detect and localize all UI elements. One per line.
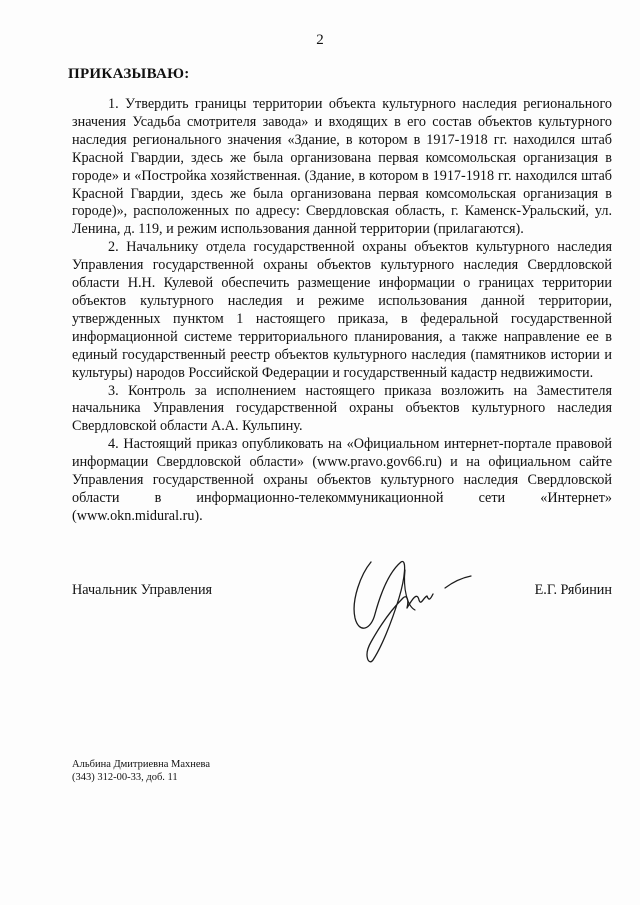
order-paragraph-3: 3. Контроль за исполнением настоящего приказа возложить на Заместителя начальника Управления государственной охраны объектов культурного наследия Свердловской области А.А. Кульпину. xyxy=(72,382,612,435)
order-paragraph-4: 4. Настоящий приказ опубликовать на «Официальном интернет-портале правовой информации Свердловской области» (www.pravo.gov66.ru) и на официальном сайте Управления государственной охраны объектов культурного наследия Свердловской области в информационно-телекоммуникационной сети «Интернет» (www.okn.midural.ru). xyxy=(72,436,612,524)
page-number: 2 xyxy=(316,32,324,48)
order-body xyxy=(72,96,612,526)
order-paragraph-2: 2. Начальнику отдела государственной охраны объектов культурного наследия Управления государственной охраны объектов культурного наследия Свердловской области Н.Н. Кулевой обеспечить размещение информации о границах территории объектов культурного наследия и режиме использования данной территории, утвержденных пунктом 1 настоящего приказа, в федеральной государственной информационной системе территориального планирования, а также направление ее в единый государственный реестр объектов культурного наследия (памятников истории и культуры) народов Российской Федерации и государственный кадастр недвижимости. xyxy=(72,239,612,381)
executor-phone: (343) 312-00-33, доб. 11 xyxy=(72,772,178,783)
executor-info xyxy=(72,758,210,784)
signer-position: Начальник Управления xyxy=(72,582,213,598)
order-heading: ПРИКАЗЫВАЮ: xyxy=(68,66,190,82)
executor-name: Альбина Дмитриевна Махнева xyxy=(72,759,211,770)
signer-name: Е.Г. Рябинин xyxy=(534,582,612,598)
order-paragraph-1: 1. Утвердить границы территории объекта культурного наследия регионального значения Усадьба смотрителя завода» и входящих в его состав объектов культурного наследия регионального значения «Здание, в котором в 1917-1918 гг. находился штаб Красной Гвардии, здесь же была организована первая комсомольская организация в городе» и «Постройка хозяйственная. (Здание, в котором в 1917-1918 гг. находился штаб Красной Гвардии, здесь же была организована первая комсомольская организация в городе)», расположенных по адресу: Свердловская область, г. Каменск-Уральский, ул. Ленина, д. 119, и режим использования данной территории (прилагаются). xyxy=(72,96,612,238)
handwritten-signature xyxy=(345,548,475,668)
